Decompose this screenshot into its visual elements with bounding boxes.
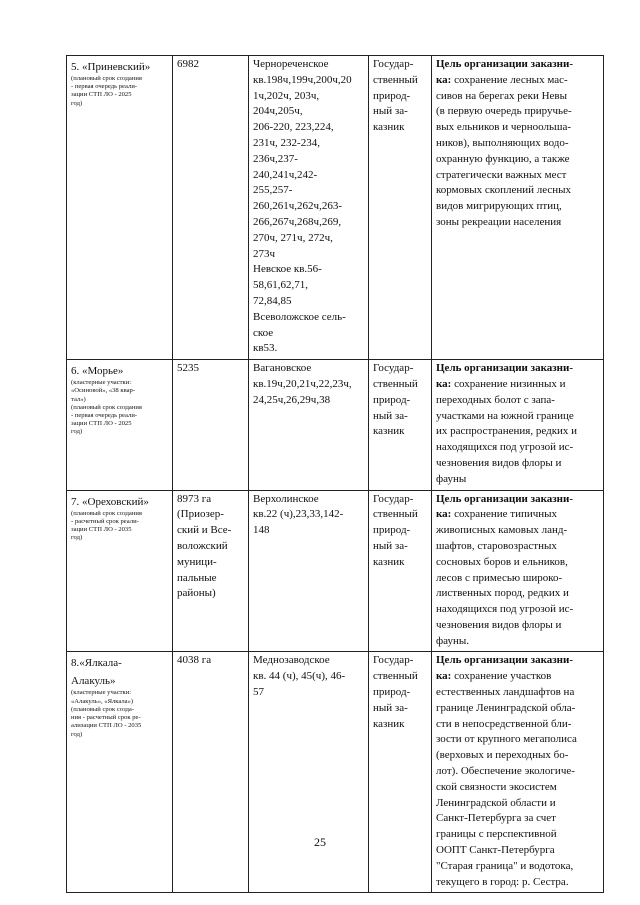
goal-text: сохранение лесных мас- сивов на берегах реки Невы (в первую очередь приручье- вых ельников и черноольша- ников), выполняющих водо- охранную функцию, а также стратегически важных мест кормовых скоплений лесных видов мигрирующих птиц, зоны рекреации населения [436, 73, 572, 228]
area-cell: 4038 га [173, 652, 249, 893]
area-cell: 8973 га (Приозер- ский и Все- воложский муници- пальные районы) [173, 490, 249, 652]
reserve-note: (плановый срок создания - первая очередь реали- зации СТП ЛО - 2025 год) [71, 75, 142, 107]
goal-cell [432, 56, 604, 360]
reserve-name: 5. «Приневский» [71, 61, 151, 73]
goal-label: Цель организации заказни- ка: [436, 362, 574, 390]
reserve-name: 6. «Морье» [71, 365, 124, 378]
table-row [67, 360, 604, 490]
reserve-name-cell [67, 56, 173, 360]
table-row [67, 490, 604, 652]
goal-label: Цель организации заказни- ка: [436, 654, 574, 683]
goal-text: сохранение низинных и переходных болот с запа- участками на южной границе их распространения, редких и находящихся под угрозой ис- чезновения видов флоры и фауны [436, 377, 578, 485]
table-row [67, 652, 604, 893]
location-cell: Верхолинское кв.22 (ч),23,33,142- 148 [249, 490, 369, 652]
reserve-note: (кластерные участки: «Алакуль», «Ялкала») (плановый срок созда- ния - расчетный срок ре- ализации СТП ЛО - 2035 год) [71, 689, 142, 738]
reserve-name: 7. «Ореховский» [71, 495, 149, 508]
goal-label: Цель организации заказни- ка: [436, 492, 574, 521]
goal-cell [432, 652, 604, 893]
location-cell: Чернореченское кв.198ч,199ч,200ч,20 1ч,202ч, 203ч, 204ч,205ч, 206-220, 223,224, 231ч, 232-234, 236ч,237- 240,241ч,242- 255,257- 260,261ч,262ч,263- 266,267ч,268ч,269, 270ч, 271ч, 272ч, 273ч Невское кв.56- 58,61,62,71, 72,84,85 Всеволожское сель- ское кв53. [249, 56, 369, 360]
reserve-name-cell [67, 652, 173, 893]
reserve-name: 8.«Ялкала- Алакуль» [71, 657, 122, 688]
reserve-note: (плановый срок создания - расчетный срок реали- зации СТП ЛО - 2035 год) [71, 509, 142, 542]
type-cell: Государ- ственный природ- ный за- казник [369, 652, 432, 893]
nature-reserves-table [66, 55, 604, 893]
goal-label: Цель организации заказни- ка: [436, 58, 574, 86]
area-cell: 5235 [173, 360, 249, 490]
goal-text: сохранение типичных живописных камовых ланд- шафтов, старовозрастных сосновых боров и ельников, лесов с примесью широко- лиственных пород, редких и находящихся под угрозой ис- чезновения видов флоры и фауны. [436, 508, 574, 647]
goal-cell [432, 490, 604, 652]
table-row [67, 56, 604, 360]
location-cell: Меднозаводское кв. 44 (ч), 45(ч), 46- 57 [249, 652, 369, 893]
type-cell: Государ- ственный природ- ный за- казник [369, 56, 432, 360]
reserve-name-cell [67, 490, 173, 652]
goal-text: сохранение участков естественных ландшафтов на границе Ленинградской обла- сти в непосредственной бли- зости от крупного мегаполиса (верховых и переходных бо- лот). Обеспечение экологиче- ской связности экосистем Ленинградской области и Санкт-Петербурга за счет границы с перспективной ООПТ Санкт-Петербурга "Старая граница" и водотока, текущего в город: р. Сестра. [436, 670, 577, 888]
area-cell: 6982 [173, 56, 249, 360]
location-cell: Вагановское кв.19ч,20,21ч,22,23ч, 24,25ч,26,29ч,38 [249, 360, 369, 490]
page-number: 25 [314, 835, 326, 849]
type-cell: Государ- ственный природ- ный за- казник [369, 360, 432, 490]
reserve-name-cell [67, 360, 173, 490]
type-cell: Государ- ственный природ- ный за- казник [369, 490, 432, 652]
goal-cell [432, 360, 604, 490]
reserve-note: (кластерные участки: «Осиновой», «38 квар- тал») (плановый срок создания - первая очередь реали- зации СТП ЛО - 2025 год) [71, 379, 142, 436]
